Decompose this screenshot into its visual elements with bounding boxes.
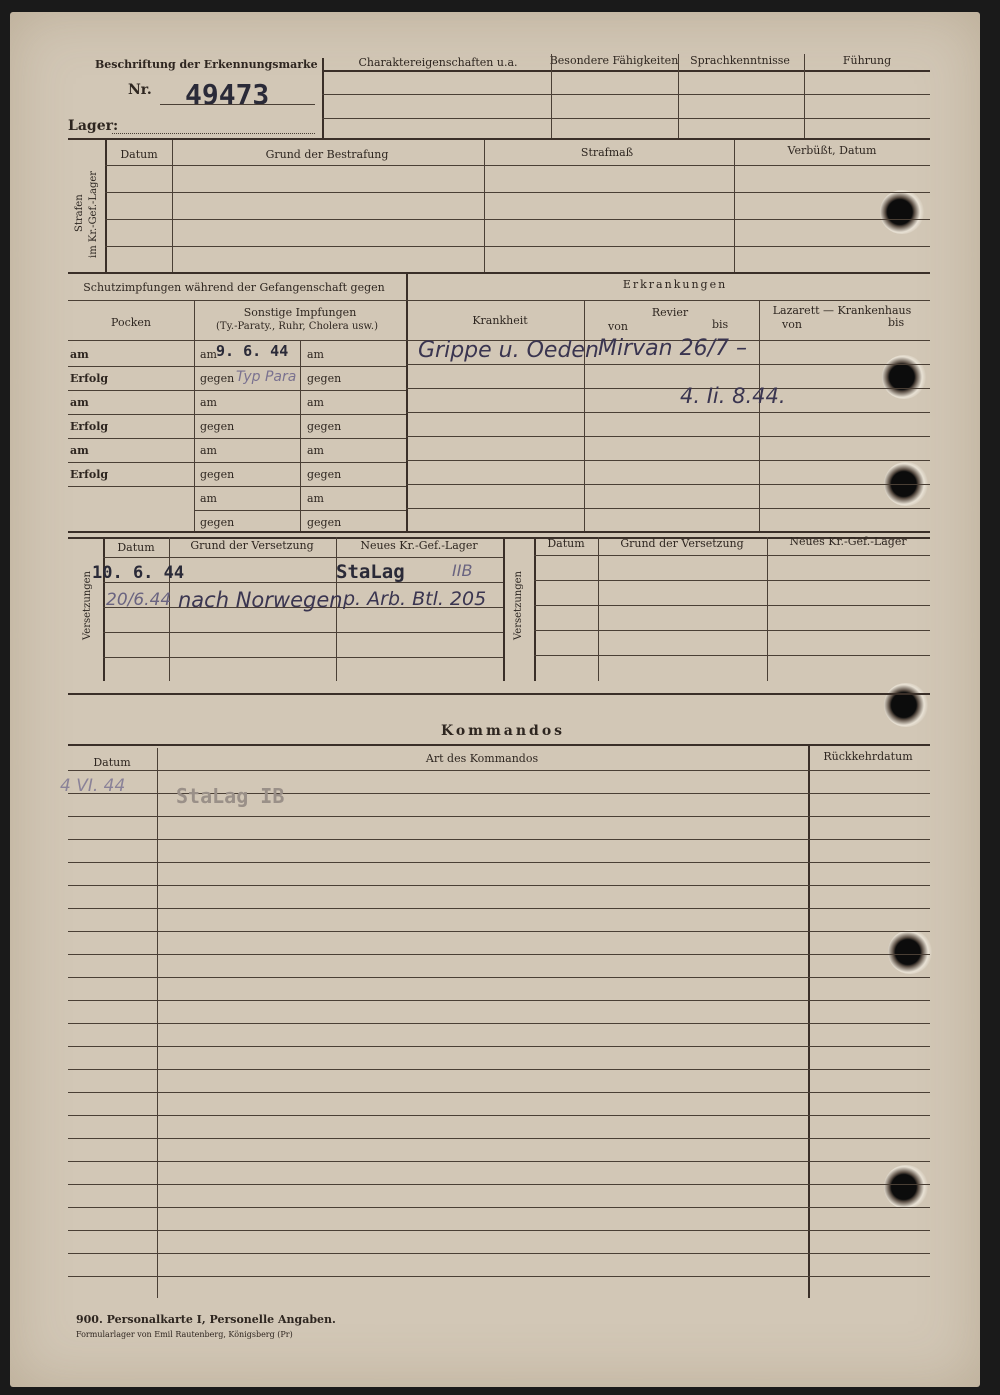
- kommandos-row-line: [68, 1161, 930, 1162]
- col-pocken: Pocken: [111, 316, 151, 329]
- footer-printer: Formularlager von Emil Rautenberg, Königsberg (Pr): [76, 1330, 293, 1339]
- kommandos-row-line: [68, 1115, 930, 1116]
- kommandos-row-line: [68, 862, 930, 863]
- kommandos-col-art: Art des Kommandos: [425, 752, 539, 765]
- col-lazarett: Lazarett — Krankenhaus: [772, 304, 912, 317]
- kommandos-col-rueckkehr: Rückkehrdatum: [823, 750, 913, 763]
- kommandos-row-line: [68, 885, 930, 886]
- kommandos-row-line: [68, 1207, 930, 1208]
- col-revier: Revier: [651, 306, 689, 319]
- sub-am: am: [307, 396, 324, 409]
- kommandos-title: Kommandos: [440, 723, 566, 739]
- kommandos-row-line: [68, 1184, 930, 1185]
- col-sprach: Sprachkenntnisse: [690, 54, 790, 67]
- strafen-col-strafmass: Strafmaß: [580, 146, 634, 159]
- kommandos-row-line: [68, 1000, 930, 1001]
- sub-am: am: [200, 396, 217, 409]
- sub-gegen: gegen: [200, 468, 235, 481]
- row-label: am: [70, 444, 89, 457]
- footer-form-title: 900. Personalkarte I, Personelle Angaben.: [76, 1313, 336, 1326]
- kommandos-hand-date: 4 VI. 44: [60, 776, 126, 796]
- kommandos-row-line: [68, 839, 930, 840]
- vers-col-datum: Datum: [117, 541, 155, 554]
- sub-am: am: [307, 348, 324, 361]
- kommandos-row-line: [68, 1092, 930, 1093]
- lazarett-bis: bis: [888, 316, 905, 329]
- vers-stamp-date: 10. 6. 44: [92, 563, 185, 583]
- sub-am: am: [307, 444, 324, 457]
- kommandos-row-line: [68, 977, 930, 978]
- strafen-side-label: Strafen: [74, 194, 85, 232]
- vers-hand-lager-mark: IIB: [452, 561, 473, 580]
- row-label: am: [70, 348, 89, 361]
- hand-krankheit: Grippe u. Oeden: [418, 338, 599, 363]
- sub-gegen: gegen: [307, 468, 342, 481]
- nr-label: Nr.: [128, 82, 152, 98]
- nr-value: 49473: [185, 78, 270, 111]
- hand-revier-bis: 4. Ii. 8.44.: [680, 384, 786, 408]
- lager-label: Lager:: [68, 118, 119, 134]
- row-label: Erfolg: [70, 372, 109, 385]
- col-sonstige-sub: (Ty.-Paraty., Ruhr, Cholera usw.): [216, 321, 378, 332]
- lazarett-von: von: [782, 318, 802, 331]
- punch-hole: [882, 355, 926, 399]
- kommandos-row-line: [68, 1253, 930, 1254]
- vers-hand-grund: nach Norwegen: [178, 588, 343, 612]
- sub-gegen: gegen: [307, 516, 342, 529]
- sub-am: am: [307, 492, 324, 505]
- kommandos-col-datum: Datum: [93, 756, 131, 769]
- hand-revier-von: Mirvan 26/7 –: [598, 336, 747, 361]
- kommandos-row-line: [68, 908, 930, 909]
- sub-am: am: [200, 348, 217, 361]
- strafen-side-label-2: im Kr.-Gef.-Lager: [88, 170, 99, 258]
- marke-label: Beschriftung der Erkennungsmarke: [95, 58, 318, 71]
- vers-col-grund-2: Grund der Versetzung: [620, 537, 744, 550]
- revier-von: von: [608, 320, 628, 333]
- col-krankheit: Krankheit: [472, 314, 528, 327]
- sub-gegen: gegen: [200, 516, 235, 529]
- sub-gegen: gegen: [200, 372, 235, 385]
- strafen-col-datum: Datum: [120, 148, 158, 161]
- kommandos-stamp-art: StaLag IB: [176, 784, 285, 808]
- punch-hole: [884, 683, 928, 727]
- vers-col-lager-2: Neues Kr.-Gef.-Lager: [789, 535, 907, 548]
- kommandos-row-line: [68, 954, 930, 955]
- vers-col-grund: Grund der Versetzung: [190, 539, 314, 552]
- kommandos-row-line: [68, 816, 930, 817]
- vers-hand-lager: p. Arb. Btl. 205: [343, 588, 487, 610]
- sub-am: am: [200, 444, 217, 457]
- revier-bis: bis: [712, 318, 729, 331]
- punch-hole: [880, 190, 924, 234]
- kommandos-row-line: [68, 931, 930, 932]
- col-fuehrung: Führung: [842, 54, 892, 67]
- kommandos-row-line: [68, 1023, 930, 1024]
- kommandos-row-line: [68, 1069, 930, 1070]
- kommandos-row-line: [68, 1138, 930, 1139]
- kommandos-row-line: [68, 1276, 930, 1277]
- row-label: Erfolg: [70, 420, 109, 433]
- vers-hand-date: 20/6.44: [106, 590, 172, 610]
- impf-stamp-date: 9. 6. 44: [216, 342, 289, 360]
- kommandos-row-line: [68, 1230, 930, 1231]
- sub-am: am: [200, 492, 217, 505]
- erkrankungen-title: Erkrankungen: [622, 278, 728, 291]
- sub-gegen: gegen: [307, 372, 342, 385]
- col-charakter: Charaktereigenschaften u.a.: [358, 56, 518, 69]
- versetzungen-side-label: Versetzungen: [82, 571, 93, 640]
- versetzungen-side-label-2: Versetzungen: [513, 571, 524, 640]
- impf-hand-gegen: Typ Para: [236, 369, 297, 385]
- kommandos-row-line: [68, 770, 930, 771]
- vers-col-lager: Neues Kr.-Gef.-Lager: [360, 539, 478, 552]
- sub-gegen: gegen: [307, 420, 342, 433]
- col-sonstige: Sonstige Impfungen: [243, 306, 357, 319]
- punch-hole: [888, 930, 932, 974]
- strafen-col-verbuesst: Verbüßt, Datum: [787, 144, 877, 157]
- row-label: Erfolg: [70, 468, 109, 481]
- kommandos-row-line: [68, 1046, 930, 1047]
- strafen-col-grund: Grund der Bestrafung: [265, 148, 389, 161]
- punch-hole: [884, 1165, 928, 1209]
- impfungen-title: Schutzimpfungen während der Gefangenschaft gegen: [83, 281, 385, 294]
- col-faehigkeiten: Besondere Fähigkeiten: [549, 54, 679, 67]
- vers-col-datum-2: Datum: [547, 537, 585, 550]
- sub-gegen: gegen: [200, 420, 235, 433]
- row-label: am: [70, 396, 89, 409]
- vers-stamp-lager: StaLag: [336, 561, 405, 583]
